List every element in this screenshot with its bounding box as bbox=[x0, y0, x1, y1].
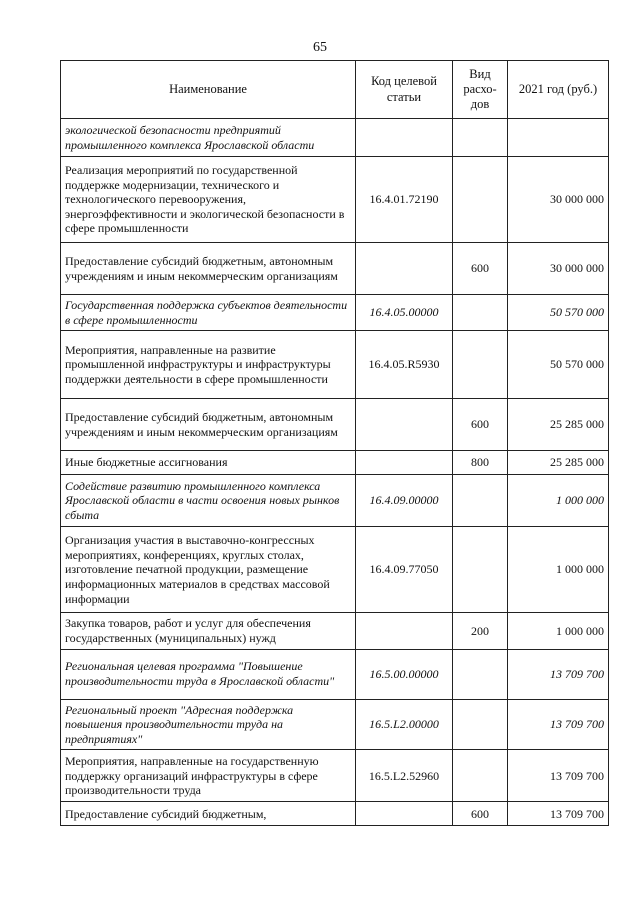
table-row bbox=[61, 451, 609, 475]
table-row bbox=[61, 119, 609, 157]
table-row bbox=[61, 699, 609, 750]
table-row bbox=[61, 750, 609, 802]
table-row bbox=[61, 475, 609, 527]
cell-name: Иные бюджетные ассигнования bbox=[61, 451, 356, 475]
cell-name: Государственная поддержка субъектов деятельности в сфере промышленности bbox=[61, 295, 356, 331]
table-row bbox=[61, 399, 609, 451]
cell-kind bbox=[453, 295, 508, 331]
cell-kind: 600 bbox=[453, 802, 508, 826]
table-header-row bbox=[61, 61, 609, 119]
cell-code: 16.4.05.00000 bbox=[356, 295, 453, 331]
cell-amount: 30 000 000 bbox=[508, 157, 609, 243]
cell-kind bbox=[453, 750, 508, 802]
header-kind: Вид расхо-дов bbox=[453, 61, 508, 119]
cell-amount: 1 000 000 bbox=[508, 527, 609, 613]
table-row bbox=[61, 527, 609, 613]
cell-amount: 25 285 000 bbox=[508, 399, 609, 451]
cell-amount: 1 000 000 bbox=[508, 475, 609, 527]
table-row bbox=[61, 649, 609, 699]
cell-kind bbox=[453, 119, 508, 157]
cell-amount: 30 000 000 bbox=[508, 243, 609, 295]
table-row bbox=[61, 295, 609, 331]
table-row bbox=[61, 331, 609, 399]
table-row bbox=[61, 613, 609, 649]
table-row bbox=[61, 802, 609, 826]
header-code: Код целевой статьи bbox=[356, 61, 453, 119]
cell-kind bbox=[453, 527, 508, 613]
cell-name: Мероприятия, направленные на государственную поддержку организаций инфраструктуры в сфере производительности труда bbox=[61, 750, 356, 802]
cell-code: 16.4.05.R5930 bbox=[356, 331, 453, 399]
header-amount: 2021 год (руб.) bbox=[508, 61, 609, 119]
budget-table bbox=[60, 60, 609, 826]
cell-code bbox=[356, 613, 453, 649]
cell-amount: 13 709 700 bbox=[508, 750, 609, 802]
cell-kind bbox=[453, 331, 508, 399]
cell-code: 16.4.09.00000 bbox=[356, 475, 453, 527]
cell-name: Предоставление субсидий бюджетным, bbox=[61, 802, 356, 826]
header-name: Наименование bbox=[61, 61, 356, 119]
cell-code: 16.5.L2.00000 bbox=[356, 699, 453, 750]
table-row bbox=[61, 157, 609, 243]
cell-kind: 600 bbox=[453, 243, 508, 295]
table-body bbox=[61, 119, 609, 826]
cell-kind bbox=[453, 157, 508, 243]
cell-code: 16.4.09.77050 bbox=[356, 527, 453, 613]
cell-name: Содействие развитию промышленного комплекса Ярославской области в части освоения новых рынков сбыта bbox=[61, 475, 356, 527]
cell-kind bbox=[453, 699, 508, 750]
cell-name: Предоставление субсидий бюджетным, автономным учреждениям и иным некоммерческим организациям bbox=[61, 399, 356, 451]
cell-code bbox=[356, 119, 453, 157]
cell-code bbox=[356, 243, 453, 295]
cell-amount bbox=[508, 119, 609, 157]
cell-code: 16.4.01.72190 bbox=[356, 157, 453, 243]
cell-name: Закупка товаров, работ и услуг для обеспечения государственных (муниципальных) нужд bbox=[61, 613, 356, 649]
cell-code bbox=[356, 451, 453, 475]
table-row bbox=[61, 243, 609, 295]
cell-amount: 50 570 000 bbox=[508, 295, 609, 331]
cell-amount: 13 709 700 bbox=[508, 802, 609, 826]
cell-name: Предоставление субсидий бюджетным, автономным учреждениям и иным некоммерческим организациям bbox=[61, 243, 356, 295]
cell-name: Региональная целевая программа "Повышение производительности труда в Ярославской области" bbox=[61, 649, 356, 699]
cell-kind bbox=[453, 475, 508, 527]
cell-name: Мероприятия, направленные на развитие промышленной инфраструктуры и инфраструктуры поддержки деятельности в сфере промышленности bbox=[61, 331, 356, 399]
cell-name: Региональный проект "Адресная поддержка повышения производительности труда на предприятиях" bbox=[61, 699, 356, 750]
cell-amount: 50 570 000 bbox=[508, 331, 609, 399]
cell-amount: 25 285 000 bbox=[508, 451, 609, 475]
page-number: 65 bbox=[313, 40, 327, 55]
cell-name: Организация участия в выставочно-конгрессных мероприятиях, конференциях, круглых столах, изготовление печатной продукции, размещение информационных материалов в средствах массовой информации bbox=[61, 527, 356, 613]
cell-kind: 800 bbox=[453, 451, 508, 475]
cell-kind bbox=[453, 649, 508, 699]
cell-amount: 13 709 700 bbox=[508, 699, 609, 750]
cell-kind: 600 bbox=[453, 399, 508, 451]
cell-amount: 1 000 000 bbox=[508, 613, 609, 649]
cell-code: 16.5.L2.52960 bbox=[356, 750, 453, 802]
cell-code bbox=[356, 399, 453, 451]
cell-code: 16.5.00.00000 bbox=[356, 649, 453, 699]
cell-kind: 200 bbox=[453, 613, 508, 649]
cell-name: Реализация мероприятий по государственной поддержке модернизации, технического и технологического перевооружения, энергоэффективности и экологической безопасности в сфере промышленности bbox=[61, 157, 356, 243]
cell-code bbox=[356, 802, 453, 826]
cell-amount: 13 709 700 bbox=[508, 649, 609, 699]
cell-name: экологической безопасности предприятий промышленного комплекса Ярославской области bbox=[61, 119, 356, 157]
